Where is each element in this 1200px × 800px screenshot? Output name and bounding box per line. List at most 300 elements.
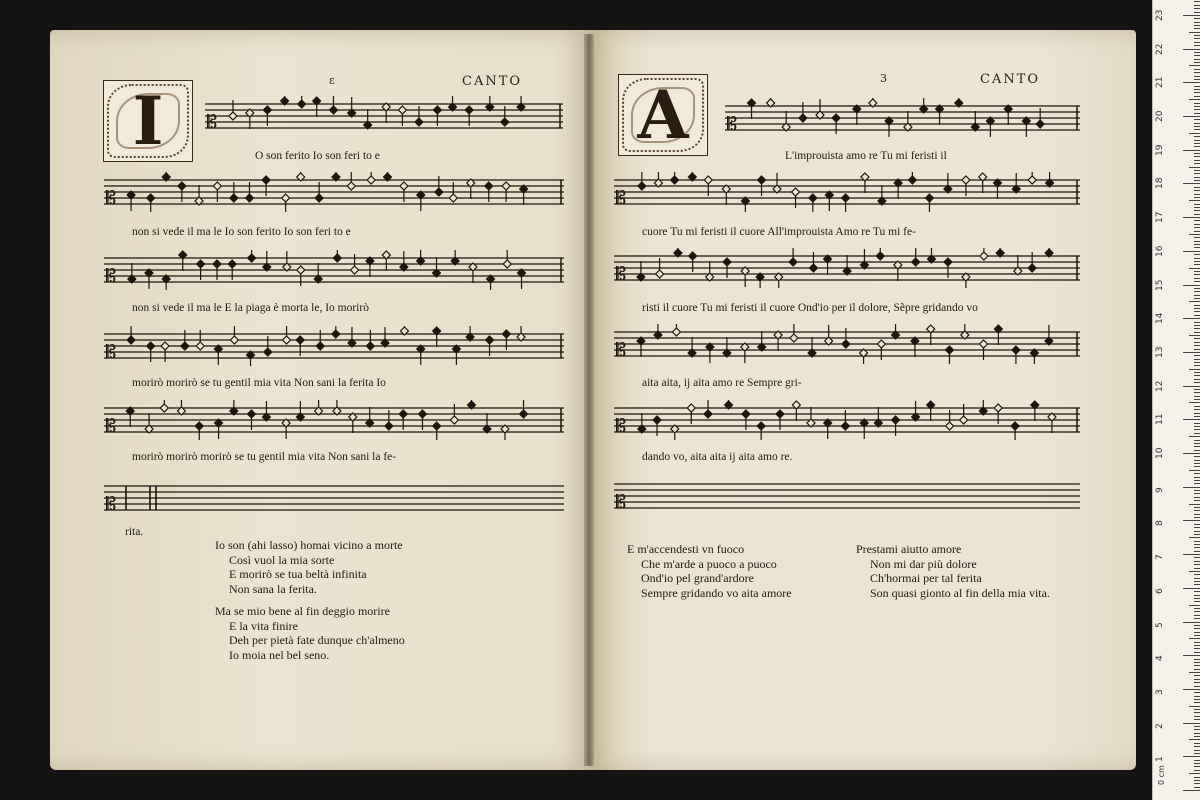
ruler-tick: [1194, 682, 1200, 683]
ruler-tick: [1194, 686, 1200, 687]
ruler-tick: [1194, 18, 1200, 19]
ruler-tick: [1189, 234, 1200, 235]
ruler-label: 2: [1155, 722, 1165, 729]
ruler-tick: [1194, 379, 1200, 380]
ruler-tick: [1189, 301, 1200, 302]
ruler-tick: [1194, 541, 1200, 542]
right-staff-1: [725, 98, 1080, 138]
ruler-label: 5: [1155, 621, 1165, 628]
ruler-tick: [1194, 214, 1200, 215]
verse-line: E m'accendesti vn fuoco: [627, 542, 745, 556]
ruler-tick: [1194, 551, 1200, 552]
ruler-label: 7: [1155, 554, 1165, 561]
ruler-tick: [1194, 288, 1200, 289]
ruler-tick: [1194, 375, 1200, 376]
ruler-tick: [1194, 153, 1200, 154]
ruler-tick: [1194, 126, 1200, 127]
left-verse-2: [215, 604, 405, 662]
verse-line: Ma se mio bene al fin deggio morire: [215, 604, 390, 618]
ruler-tick: [1183, 49, 1200, 50]
ruler-tick: [1194, 231, 1200, 232]
ruler-tick: [1194, 736, 1200, 737]
right-staff-2: [614, 172, 1080, 212]
ruler-tick: [1194, 531, 1200, 532]
ruler-tick: [1194, 648, 1200, 649]
ruler-tick: [1194, 709, 1200, 710]
ruler-tick: [1183, 622, 1200, 623]
right-staff-5: [614, 400, 1080, 440]
left-verse-1: [215, 538, 403, 596]
ruler-tick: [1194, 338, 1200, 339]
ruler-label: 11: [1155, 413, 1165, 426]
verse-line: Sempre gridando vo aita amore: [641, 585, 792, 600]
ruler-tick: [1194, 446, 1200, 447]
verse-line: E morirò se tua beltà infinita: [229, 567, 367, 581]
ruler-tick: [1194, 244, 1200, 245]
ruler-tick: [1183, 15, 1200, 16]
ruler-tick: [1194, 466, 1200, 467]
ruler-tick: [1194, 305, 1200, 306]
ruler-tick: [1194, 473, 1200, 474]
ruler-tick: [1194, 601, 1200, 602]
ruler-tick: [1194, 780, 1200, 781]
ruler-tick: [1194, 557, 1200, 558]
ruler-tick: [1194, 359, 1200, 360]
ruler-tick: [1194, 295, 1200, 296]
ruler-tick: [1194, 362, 1200, 363]
ruler-tick: [1194, 628, 1200, 629]
ruler-label: 13: [1155, 346, 1165, 358]
left-lyric-line-3: non si vede il ma le E la piaga è morta le, Io morirò: [132, 302, 369, 314]
ruler-label: 10: [1155, 447, 1165, 459]
left-page-header: CANTO: [462, 74, 523, 89]
ruler-tick: [1194, 497, 1200, 498]
ruler-tick: [1194, 510, 1200, 511]
ruler-tick: [1194, 743, 1200, 744]
ruler-tick: [1194, 274, 1200, 275]
verse-line: Ond'io pel grand'ardore: [641, 571, 754, 585]
ruler-tick: [1194, 291, 1200, 292]
ruler-tick: [1194, 254, 1200, 255]
ruler-tick: [1194, 79, 1200, 80]
ruler-tick: [1194, 729, 1200, 730]
ruler-tick: [1183, 554, 1200, 555]
ruler-tick: [1194, 264, 1200, 265]
ruler-tick: [1194, 777, 1200, 778]
ruler-tick: [1194, 76, 1200, 77]
ruler-tick: [1194, 42, 1200, 43]
ruler-tick: [1194, 426, 1200, 427]
ruler-tick: [1194, 170, 1200, 171]
left-staff-4: [104, 326, 564, 366]
ruler-tick: [1194, 534, 1200, 535]
ruler-tick: [1194, 69, 1200, 70]
right-lyric-line-2: cuore Tu mi feristi il cuore All'improuista Amo re Tu mi fe-: [642, 226, 916, 238]
ruler-tick: [1194, 527, 1200, 528]
ruler-tick: [1194, 783, 1200, 784]
ruler-tick: [1194, 123, 1200, 124]
ruler-tick: [1194, 89, 1200, 90]
ruler-tick: [1194, 716, 1200, 717]
ruler-tick: [1194, 568, 1200, 569]
ruler-tick: [1194, 642, 1200, 643]
verse-line: Non sana la ferita.: [229, 581, 317, 596]
ruler-tick: [1194, 564, 1200, 565]
ruler-tick: [1194, 692, 1200, 693]
ruler-tick: [1194, 345, 1200, 346]
ruler-tick: [1194, 308, 1200, 309]
ruler-label: 6: [1155, 588, 1165, 594]
left-lyric-line-2: non si vede il ma le Io son ferito Io son feri to e: [132, 226, 351, 238]
ruler-tick: [1194, 113, 1200, 114]
ruler-tick: [1194, 514, 1200, 515]
svg-text:𝄡: 𝄡: [106, 494, 117, 515]
svg-text:𝄡: 𝄡: [616, 416, 627, 437]
ruler-tick: [1194, 524, 1200, 525]
ruler-tick: [1189, 65, 1200, 66]
left-staff-1: [205, 96, 563, 136]
ruler-tick: [1194, 160, 1200, 161]
ruler-tick: [1194, 409, 1200, 410]
ruler-tick: [1194, 106, 1200, 107]
ruler-label: 21: [1155, 76, 1165, 89]
svg-text:𝄡: 𝄡: [106, 342, 117, 363]
left-staff-3: [104, 250, 564, 290]
ruler-tick: [1194, 500, 1200, 501]
ruler-tick: [1194, 433, 1200, 434]
ruler-tick: [1189, 537, 1200, 538]
ruler-tick: [1189, 335, 1200, 336]
ruler-label: 20: [1155, 110, 1165, 122]
right-lyric-line-1: L'improuista amo re Tu mi feristi il: [785, 150, 947, 162]
ruler-tick: [1194, 298, 1200, 299]
ruler-tick: [1194, 675, 1200, 676]
ruler-tick: [1194, 143, 1200, 144]
ruler-tick: [1194, 450, 1200, 451]
ruler-tick: [1194, 207, 1200, 208]
ruler-tick: [1194, 581, 1200, 582]
ruler-tick: [1194, 406, 1200, 407]
ruler-tick: [1194, 5, 1200, 6]
ruler-label: 12: [1155, 380, 1165, 392]
verse-line: Io son (ahi lasso) homai vicino a morte: [215, 538, 403, 552]
ruler-tick: [1194, 429, 1200, 430]
ruler-tick: [1189, 133, 1200, 134]
ruler-tick: [1194, 635, 1200, 636]
ruler-label: 16: [1155, 245, 1165, 257]
ruler-tick: [1194, 770, 1200, 771]
verse-line: Così vuol la mia sorte: [229, 552, 335, 567]
svg-text:𝄡: 𝄡: [616, 188, 627, 209]
ruler-tick: [1183, 790, 1200, 791]
ruler-tick: [1194, 92, 1200, 93]
left-lyric-line-6: rita.: [125, 526, 144, 538]
ruler-tick: [1183, 756, 1200, 757]
ruler-tick: [1194, 52, 1200, 53]
ruler-tick: [1194, 598, 1200, 599]
ruler-tick: [1194, 258, 1200, 259]
left-staff-5: [104, 400, 564, 440]
ruler-tick: [1183, 217, 1200, 218]
right-lyric-line-3: risti il cuore Tu mi feristi il cuore Ond'io per il dolore, Sẽpre gridando vo: [642, 302, 978, 314]
ruler-tick: [1194, 760, 1200, 761]
ruler-tick: [1194, 463, 1200, 464]
ruler-tick: [1194, 355, 1200, 356]
ruler-tick: [1194, 669, 1200, 670]
ruler-tick: [1194, 8, 1200, 9]
ruler-tick: [1189, 99, 1200, 100]
verse-line: Son quasi gionto al fin della mia vita.: [870, 585, 1050, 600]
ruler-label: 14: [1155, 312, 1165, 325]
left-lyric-line-4: morirò morirò se tu gentil mia vita Non sani la ferita Io: [132, 377, 386, 389]
ruler-tick: [1194, 247, 1200, 248]
ruler-tick: [1194, 493, 1200, 494]
ruler-tick: [1194, 456, 1200, 457]
ruler-tick: [1194, 103, 1200, 104]
ruler-tick: [1189, 167, 1200, 168]
verse-line: Che m'arde a puoco a puoco: [641, 556, 777, 571]
ruler-tick: [1194, 416, 1200, 417]
ruler-tick: [1189, 638, 1200, 639]
ruler-tick: [1194, 278, 1200, 279]
left-lyric-line-1: O son ferito Io son feri to e: [255, 150, 380, 162]
ruler-tick: [1194, 645, 1200, 646]
right-lyric-line-4: aita aita, ij aita amo re Sempre gri-: [642, 377, 802, 389]
svg-text:𝄡: 𝄡: [727, 114, 738, 135]
ruler-label: 23: [1155, 9, 1165, 21]
ruler-tick: [1194, 719, 1200, 720]
ruler-label: 15: [1155, 279, 1165, 291]
ruler-tick: [1194, 507, 1200, 508]
ruler-label: 8: [1155, 520, 1165, 527]
ruler-tick: [1194, 55, 1200, 56]
ruler-tick: [1183, 285, 1200, 286]
ruler-unit-label: 0 cm: [1157, 765, 1166, 785]
ruler-tick: [1194, 611, 1200, 612]
ruler-tick: [1194, 187, 1200, 188]
ruler-tick: [1194, 372, 1200, 373]
ruler-tick: [1183, 352, 1200, 353]
ruler-tick: [1194, 210, 1200, 211]
svg-text:𝄡: 𝄡: [106, 188, 117, 209]
ruler-tick: [1194, 173, 1200, 174]
ruler-tick: [1194, 389, 1200, 390]
ruler-tick: [1183, 520, 1200, 521]
ruler-tick: [1194, 72, 1200, 73]
right-lyric-line-5: dando vo, aita aita ij aita amo re.: [642, 451, 793, 463]
ruler-tick: [1194, 59, 1200, 60]
ruler-tick: [1194, 349, 1200, 350]
ruler-tick: [1194, 311, 1200, 312]
ruler-tick: [1194, 618, 1200, 619]
ruler-tick: [1194, 699, 1200, 700]
right-decorated-initial: A: [618, 74, 708, 156]
ruler-label: 17: [1155, 211, 1165, 224]
ruler-tick: [1194, 726, 1200, 727]
ruler-tick: [1194, 156, 1200, 157]
measuring-ruler: [1152, 0, 1200, 800]
ruler-tick: [1194, 342, 1200, 343]
ruler-tick: [1194, 28, 1200, 29]
ruler-tick: [1194, 766, 1200, 767]
ruler-tick: [1189, 200, 1200, 201]
ruler-tick: [1194, 220, 1200, 221]
ruler-label: 9: [1155, 486, 1165, 493]
ruler-tick: [1183, 82, 1200, 83]
ruler-tick: [1189, 369, 1200, 370]
svg-text:𝄡: 𝄡: [106, 416, 117, 437]
ruler-tick: [1194, 177, 1200, 178]
ruler-tick: [1194, 190, 1200, 191]
ruler-tick: [1194, 163, 1200, 164]
ruler-tick: [1194, 544, 1200, 545]
verse-line: Io moia nel bel seno.: [229, 647, 330, 662]
ruler-tick: [1189, 739, 1200, 740]
ruler-label: 22: [1155, 43, 1165, 55]
right-verse-1: [627, 542, 792, 600]
ruler-tick: [1183, 655, 1200, 656]
ruler-tick: [1189, 268, 1200, 269]
ruler-tick: [1194, 315, 1200, 316]
ruler-tick: [1194, 561, 1200, 562]
svg-text:𝄡: 𝄡: [616, 340, 627, 361]
ruler-tick: [1194, 38, 1200, 39]
ruler-tick: [1183, 689, 1200, 690]
ruler-tick: [1194, 241, 1200, 242]
verse-line: Deh per pietà fate dunque ch'almeno: [229, 633, 405, 647]
ruler-label: 19: [1155, 144, 1165, 156]
ruler-tick: [1189, 773, 1200, 774]
ruler-tick: [1194, 197, 1200, 198]
svg-text:𝄡: 𝄡: [207, 112, 218, 133]
ruler-tick: [1194, 204, 1200, 205]
verse-line: Prestami aiutto amore: [856, 542, 962, 556]
left-staff-6: [104, 478, 564, 518]
ruler-tick: [1189, 470, 1200, 471]
ruler-tick: [1194, 615, 1200, 616]
ruler-tick: [1194, 750, 1200, 751]
ruler-tick: [1194, 608, 1200, 609]
ruler-tick: [1183, 419, 1200, 420]
ruler-tick: [1194, 584, 1200, 585]
ruler-tick: [1194, 662, 1200, 663]
ruler-tick: [1194, 733, 1200, 734]
verse-line: E la vita finire: [229, 618, 298, 633]
ruler-tick: [1194, 12, 1200, 13]
ruler-tick: [1194, 136, 1200, 137]
ruler-tick: [1194, 702, 1200, 703]
right-staff-4: [614, 324, 1080, 364]
ruler-tick: [1194, 547, 1200, 548]
ruler-tick: [1194, 578, 1200, 579]
ruler-tick: [1194, 517, 1200, 518]
ruler-tick: [1194, 399, 1200, 400]
ruler-tick: [1194, 261, 1200, 262]
ruler-tick: [1194, 787, 1200, 788]
right-staff-3: [614, 248, 1080, 288]
ruler-tick: [1189, 706, 1200, 707]
ruler-tick: [1194, 109, 1200, 110]
ruler-label: 1: [1155, 756, 1165, 763]
ruler-tick: [1194, 591, 1200, 592]
ruler-tick: [1194, 483, 1200, 484]
right-staff-6: [614, 476, 1080, 516]
right-page-header: CANTO: [980, 72, 1041, 87]
ruler-tick: [1183, 183, 1200, 184]
ruler-tick: [1194, 413, 1200, 414]
ruler-tick: [1183, 150, 1200, 151]
ruler-tick: [1194, 477, 1200, 478]
ruler-tick: [1189, 504, 1200, 505]
ruler-tick: [1194, 129, 1200, 130]
left-page-marker: ε: [329, 74, 335, 87]
ruler-tick: [1194, 140, 1200, 141]
ruler-tick: [1194, 96, 1200, 97]
ruler-tick: [1194, 281, 1200, 282]
ruler-tick: [1189, 571, 1200, 572]
ruler-tick: [1194, 146, 1200, 147]
ruler-tick: [1194, 382, 1200, 383]
ruler-tick: [1194, 443, 1200, 444]
ruler-tick: [1194, 480, 1200, 481]
ruler-tick: [1194, 328, 1200, 329]
ruler-tick: [1194, 652, 1200, 653]
ruler-tick: [1194, 763, 1200, 764]
svg-text:𝄡: 𝄡: [616, 264, 627, 285]
right-page-marker: 3: [880, 72, 887, 85]
ruler-tick: [1194, 659, 1200, 660]
ruler-tick: [1183, 487, 1200, 488]
ruler-tick: [1194, 22, 1200, 23]
svg-text:𝄡: 𝄡: [616, 492, 627, 513]
ruler-tick: [1194, 25, 1200, 26]
ruler-tick: [1183, 386, 1200, 387]
ruler-tick: [1194, 180, 1200, 181]
ruler-tick: [1194, 365, 1200, 366]
ruler-tick: [1183, 251, 1200, 252]
ruler-tick: [1194, 490, 1200, 491]
ruler-tick: [1194, 35, 1200, 36]
ruler-tick: [1194, 423, 1200, 424]
left-staff-2: [104, 172, 564, 212]
ruler-tick: [1194, 227, 1200, 228]
ruler-tick: [1194, 746, 1200, 747]
ruler-tick: [1194, 696, 1200, 697]
ruler-tick: [1194, 332, 1200, 333]
ruler-tick: [1194, 86, 1200, 87]
ruler-tick: [1183, 116, 1200, 117]
ruler-tick: [1194, 595, 1200, 596]
svg-text:𝄡: 𝄡: [106, 266, 117, 287]
ruler-tick: [1183, 723, 1200, 724]
ruler-tick: [1183, 588, 1200, 589]
ruler-tick: [1194, 392, 1200, 393]
ruler-label: 3: [1155, 689, 1165, 695]
ruler-tick: [1194, 396, 1200, 397]
ruler-tick: [1194, 460, 1200, 461]
verse-line: Ch'hormai per tal ferita: [870, 571, 982, 585]
ruler-tick: [1194, 753, 1200, 754]
left-lyric-line-5: morirò morirò morirò se tu gentil mia vita Non sani la fe-: [132, 451, 397, 463]
ruler-tick: [1194, 237, 1200, 238]
left-decorated-initial: I: [103, 80, 193, 162]
ruler-tick: [1194, 325, 1200, 326]
ruler-tick: [1194, 625, 1200, 626]
ruler-tick: [1189, 672, 1200, 673]
ruler-label: 18: [1155, 177, 1165, 190]
ruler-tick: [1194, 224, 1200, 225]
ruler-tick: [1194, 574, 1200, 575]
